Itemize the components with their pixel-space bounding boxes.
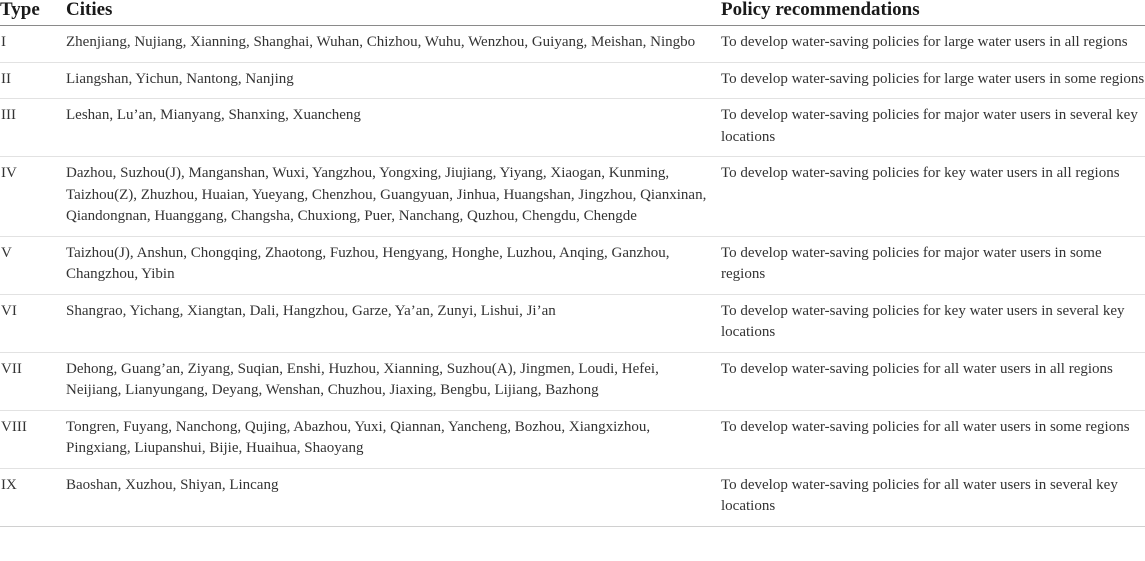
table-header bbox=[0, 0, 1145, 26]
cities-cell: Liangshan, Yichun, Nantong, Nanjing bbox=[56, 62, 716, 99]
policy-cell: To develop water-saving policies for key water users in several key locations bbox=[716, 294, 1145, 352]
type-cell: II bbox=[0, 62, 56, 99]
policy-cell: To develop water-saving policies for large water users in some regions bbox=[716, 62, 1145, 99]
table-row bbox=[0, 352, 1145, 410]
cities-cell: Zhenjiang, Nujiang, Xianning, Shanghai, Wuhan, Chizhou, Wuhu, Wenzhou, Guiyang, Meishan, Ningbo bbox=[56, 26, 716, 63]
type-cell: VII bbox=[0, 352, 56, 410]
table-row bbox=[0, 236, 1145, 294]
type-cell: V bbox=[0, 236, 56, 294]
type-cell: VIII bbox=[0, 410, 56, 468]
policy-cell: To develop water-saving policies for all water users in all regions bbox=[716, 352, 1145, 410]
table-row bbox=[0, 157, 1145, 237]
cities-cell: Baoshan, Xuzhou, Shiyan, Lincang bbox=[56, 468, 716, 526]
policy-cell: To develop water-saving policies for large water users in all regions bbox=[716, 26, 1145, 63]
table-row bbox=[0, 410, 1145, 468]
table-row bbox=[0, 62, 1145, 99]
type-cell: VI bbox=[0, 294, 56, 352]
cities-cell: Dazhou, Suzhou(J), Manganshan, Wuxi, Yangzhou, Yongxing, Jiujiang, Yiyang, Xiaogan, Kunming, Taizhou(Z), Zhuzhou, Huaian, Yueyang, Chenzhou, Guangyuan, Jinhua, Huangshan, Jingzhou, Qianxinan, Qiandongnan, Huanggang, Changsha, Chuxiong, Puer, Nanchang, Quzhou, Chengdu, Chengde bbox=[56, 157, 716, 237]
policy-cell: To develop water-saving policies for key water users in all regions bbox=[716, 157, 1145, 237]
policy-cell: To develop water-saving policies for all water users in several key locations bbox=[716, 468, 1145, 526]
cities-cell: Leshan, Lu’an, Mianyang, Shanxing, Xuancheng bbox=[56, 99, 716, 157]
type-cell: IV bbox=[0, 157, 56, 237]
cities-cell: Tongren, Fuyang, Nanchong, Qujing, Abazhou, Yuxi, Qiannan, Yancheng, Bozhou, Xiangxizhou, Pingxiang, Liupanshui, Bijie, Huaihua, Shaoyang bbox=[56, 410, 716, 468]
header-type: Type bbox=[0, 0, 56, 26]
table-row bbox=[0, 26, 1145, 63]
header-cities: Cities bbox=[56, 0, 716, 26]
policy-cell: To develop water-saving policies for major water users in some regions bbox=[716, 236, 1145, 294]
type-cell: I bbox=[0, 26, 56, 63]
table-row bbox=[0, 468, 1145, 526]
table-row bbox=[0, 294, 1145, 352]
policy-cell: To develop water-saving policies for all water users in some regions bbox=[716, 410, 1145, 468]
type-cell: III bbox=[0, 99, 56, 157]
cities-cell: Shangrao, Yichang, Xiangtan, Dali, Hangzhou, Garze, Ya’an, Zunyi, Lishui, Ji’an bbox=[56, 294, 716, 352]
policy-cell: To develop water-saving policies for major water users in several key locations bbox=[716, 99, 1145, 157]
type-cell: IX bbox=[0, 468, 56, 526]
cities-cell: Dehong, Guang’an, Ziyang, Suqian, Enshi, Huzhou, Xianning, Suzhou(A), Jingmen, Loudi, Hefei, Neijiang, Lianyungang, Deyang, Wenshan, Chuzhou, Jiaxing, Bengbu, Lijiang, Bazhong bbox=[56, 352, 716, 410]
table-body bbox=[0, 26, 1145, 527]
header-policy: Policy recommendations bbox=[716, 0, 1145, 26]
table-row bbox=[0, 99, 1145, 157]
cities-cell: Taizhou(J), Anshun, Chongqing, Zhaotong, Fuzhou, Hengyang, Honghe, Luzhou, Anqing, Ganzhou, Changzhou, Yibin bbox=[56, 236, 716, 294]
header-row bbox=[0, 0, 1145, 26]
